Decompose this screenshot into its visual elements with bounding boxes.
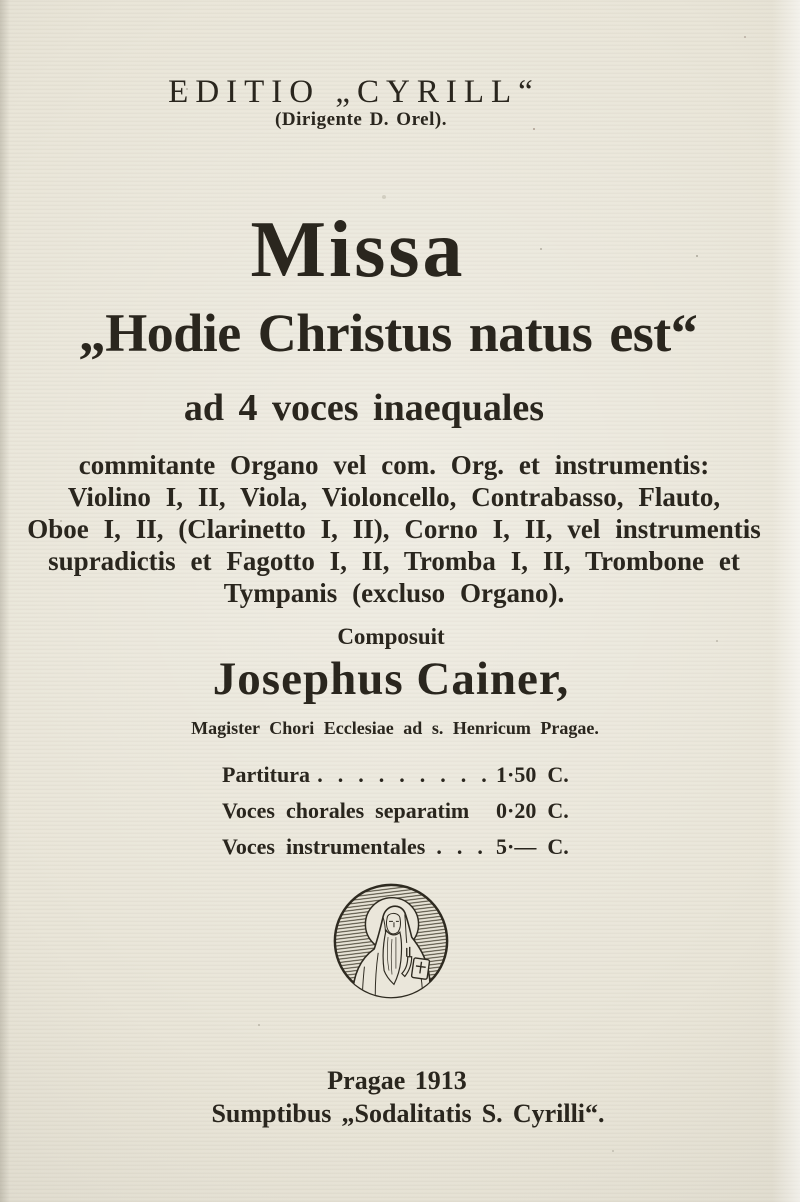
subtitle: „Hodie Christus natus est“: [78, 303, 698, 363]
place-year-line: Pragae 1913: [327, 1066, 467, 1095]
composer-title-line: Magister Chori Ecclesiae ad s. Henricum Pragae.: [191, 718, 599, 738]
saint-medallion-emblem: [327, 878, 455, 1006]
price-row: [222, 798, 582, 834]
price-label: Voces chorales separatim: [222, 798, 470, 823]
instrumentation-line: commitante Organo vel com. Org. et instrumentis:: [78, 450, 710, 480]
saint-portrait-icon: [327, 878, 455, 1006]
instrumentation-paragraph: [0, 449, 794, 609]
instrumentation-line: Oboe I, II, (Clarinetto I, II), Corno I, II, vel instrumentis: [27, 514, 761, 544]
imprint-line: Sumptibus „Sodalitatis S. Cyrilli“.: [211, 1099, 605, 1128]
voices-line: ad 4 voces inaequales: [183, 387, 545, 429]
edition-line: EDITIO „CYRILL“: [168, 74, 540, 110]
price-leader-dots: . . . . . . . . .: [317, 762, 489, 787]
composed-label: Composuit: [337, 624, 445, 649]
instrumentation-line: Tympanis (excluso Organo).: [223, 578, 565, 608]
composer-name: Josephus Cainer,: [212, 653, 570, 705]
paper-specks: [0, 0, 2, 2]
conductor-line: (Dirigente D. Orel).: [275, 109, 447, 130]
price-list: [222, 762, 582, 870]
price-row: [222, 834, 582, 870]
instrumentation-line: supradictis et Fagotto I, II, Tromba I, II, Trombone et: [48, 546, 740, 576]
price-row: [222, 762, 582, 798]
price-label: Voces instrumentales: [222, 834, 426, 859]
price-label: Partitura: [222, 762, 310, 787]
price-value: 1·50 C.: [496, 762, 569, 787]
price-value: 5·— C.: [496, 834, 569, 859]
price-value: 0·20 C.: [496, 798, 569, 823]
main-title: Missa: [250, 206, 466, 294]
instrumentation-line: Violino I, II, Viola, Violoncello, Contrabasso, Flauto,: [67, 482, 721, 512]
price-leader-dots: . . .: [436, 834, 485, 859]
